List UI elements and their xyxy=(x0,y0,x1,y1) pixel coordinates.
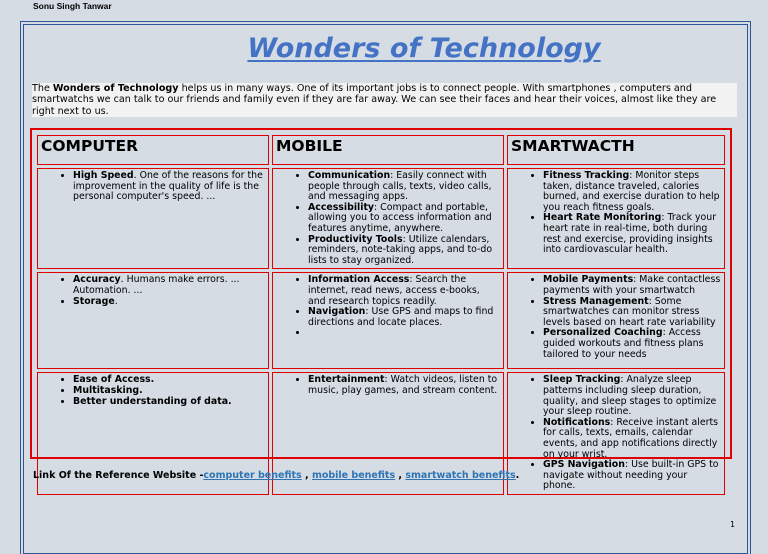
document-title: Wonders of Technology xyxy=(247,33,601,64)
header-computer: COMPUTER xyxy=(37,135,269,165)
list-item xyxy=(543,275,721,296)
item-keyword: Ease of Access. xyxy=(73,374,155,386)
table-row xyxy=(37,272,725,369)
list-item xyxy=(73,397,265,408)
item-text: . Humans make errors. ... Automation. ... xyxy=(73,274,240,296)
item-text: : Compact and portable, allowing you to access information and features anytime, anywhere. xyxy=(308,201,492,234)
reference-suffix: . xyxy=(515,470,520,481)
item-keyword: High Speed xyxy=(73,170,134,181)
reference-separator: , xyxy=(301,470,312,481)
header-mobile: MOBILE xyxy=(272,135,504,165)
table-header-row xyxy=(37,135,725,165)
item-text: . One of the reasons for the improvement in the quality of life is the personal computer's speed. ... xyxy=(73,170,263,203)
bullet-list xyxy=(276,275,500,339)
list-item xyxy=(308,307,500,328)
item-keyword: Productivity Tools xyxy=(308,233,403,245)
item-keyword: Navigation xyxy=(308,306,366,318)
table-row xyxy=(37,168,725,269)
list-item xyxy=(543,418,721,460)
comparison-table xyxy=(34,132,728,498)
intro-paragraph xyxy=(32,83,737,117)
item-keyword: Communication xyxy=(308,170,391,181)
list-item xyxy=(543,460,721,492)
list-item xyxy=(308,171,500,203)
item-text: : Use GPS and maps to find directions and locate places. xyxy=(308,306,494,328)
item-text: : Make contactless payments with your smartwatch xyxy=(543,274,721,296)
reference-separator: , xyxy=(395,470,406,481)
bullet-list xyxy=(276,375,500,396)
list-item xyxy=(308,375,500,396)
item-keyword: Personalized Coaching xyxy=(543,327,663,339)
intro-text-1: The xyxy=(32,83,53,94)
list-item xyxy=(308,275,500,307)
item-text: : Analyze sleep patterns including sleep duration, quality, and sleep stages to optimize your sleep routine. xyxy=(543,374,717,418)
item-text: : Search the internet, read news, access e-books, and research topics readily. xyxy=(308,274,480,307)
link-smartwatch-benefits[interactable]: smartwatch benefits xyxy=(405,470,516,481)
cell-smartwatch xyxy=(507,372,725,495)
list-item xyxy=(308,235,500,267)
item-keyword: Multitasking. xyxy=(73,384,143,396)
item-keyword: Sleep Tracking xyxy=(543,374,621,386)
table-body xyxy=(37,168,725,495)
cell-mobile xyxy=(272,168,504,269)
item-text: : Track your heart rate in real-time, both during rest and exercise, providing insights into cardiovascular health. xyxy=(543,212,717,256)
item-keyword: Notifications xyxy=(543,416,611,428)
item-keyword: Better understanding of data. xyxy=(73,395,232,407)
list-item xyxy=(308,328,500,339)
item-text: : Access guided workouts and fitness plans tailored to your needs xyxy=(543,327,704,360)
list-item xyxy=(543,213,721,255)
cell-smartwatch xyxy=(507,272,725,369)
item-keyword: Accessibility xyxy=(308,201,375,213)
item-text: : Utilize calendars, reminders, note-taking apps, and to-do lists to stay organized. xyxy=(308,233,493,266)
item-text: : Receive instant alerts for calls, texts, emails, calendar events, and app notifications directly on your wrist. xyxy=(543,416,719,460)
list-item xyxy=(308,203,500,235)
item-text: . xyxy=(114,295,118,307)
link-mobile-benefits[interactable]: mobile benefits xyxy=(311,470,396,481)
list-item xyxy=(73,275,265,296)
page-number: 1 xyxy=(730,520,736,529)
list-item xyxy=(543,171,721,213)
item-keyword: Accuracy xyxy=(73,274,121,286)
item-keyword: Fitness Tracking xyxy=(543,170,630,181)
item-keyword: Storage xyxy=(73,295,115,307)
bullet-list xyxy=(511,375,721,492)
item-keyword: Entertainment xyxy=(308,374,385,386)
item-text: : Monitor steps taken, distance traveled, calories burned, and exercise duration to help you reach fitness goals. xyxy=(543,170,720,213)
item-text: : Easily connect with people through calls, texts, video calls, and messaging apps. xyxy=(308,170,492,203)
item-keyword: Stress Management xyxy=(543,295,649,307)
bullet-list xyxy=(276,171,500,266)
item-keyword: GPS Navigation xyxy=(543,459,625,471)
intro-text-2: helps us in many ways. One of its important jobs is to connect people. With smartphones , computers and smartwatchs we can talk to our friends and family even if they are far away. We can see their faces and hear their voices, almost like they are right next to us. xyxy=(32,83,717,117)
intro-bold: Wonders of Technology xyxy=(52,83,179,94)
bullet-list xyxy=(511,171,721,256)
cell-smartwatch xyxy=(507,168,725,269)
bullet-list xyxy=(511,275,721,360)
item-keyword: Information Access xyxy=(308,274,410,286)
item-text: : Watch videos, listen to music, play games, and stream content. xyxy=(308,374,498,396)
item-keyword: Heart Rate Monitoring xyxy=(543,212,662,224)
bullet-list xyxy=(41,171,265,203)
cell-computer xyxy=(37,272,269,369)
list-item xyxy=(73,171,265,203)
cell-computer xyxy=(37,168,269,269)
list-item xyxy=(543,375,721,417)
item-keyword: Mobile Payments xyxy=(543,274,634,286)
list-item xyxy=(543,297,721,329)
list-item xyxy=(543,328,721,360)
cell-mobile xyxy=(272,272,504,369)
header-smartwatch: SMARTWACTH xyxy=(507,135,725,165)
bullet-list xyxy=(41,275,265,307)
reference-line xyxy=(33,470,519,481)
bullet-list xyxy=(41,375,265,407)
link-computer-benefits[interactable]: computer benefits xyxy=(203,470,302,481)
reference-prefix: Link Of the Reference Website - xyxy=(33,470,204,481)
item-text: : Use built-in GPS to navigate without needing your phone. xyxy=(543,459,719,492)
author-name: Sonu Singh Tanwar xyxy=(33,1,112,11)
list-item xyxy=(73,297,265,308)
item-text: : Some smartwatches can monitor stress levels based on heart rate variability xyxy=(543,295,716,328)
